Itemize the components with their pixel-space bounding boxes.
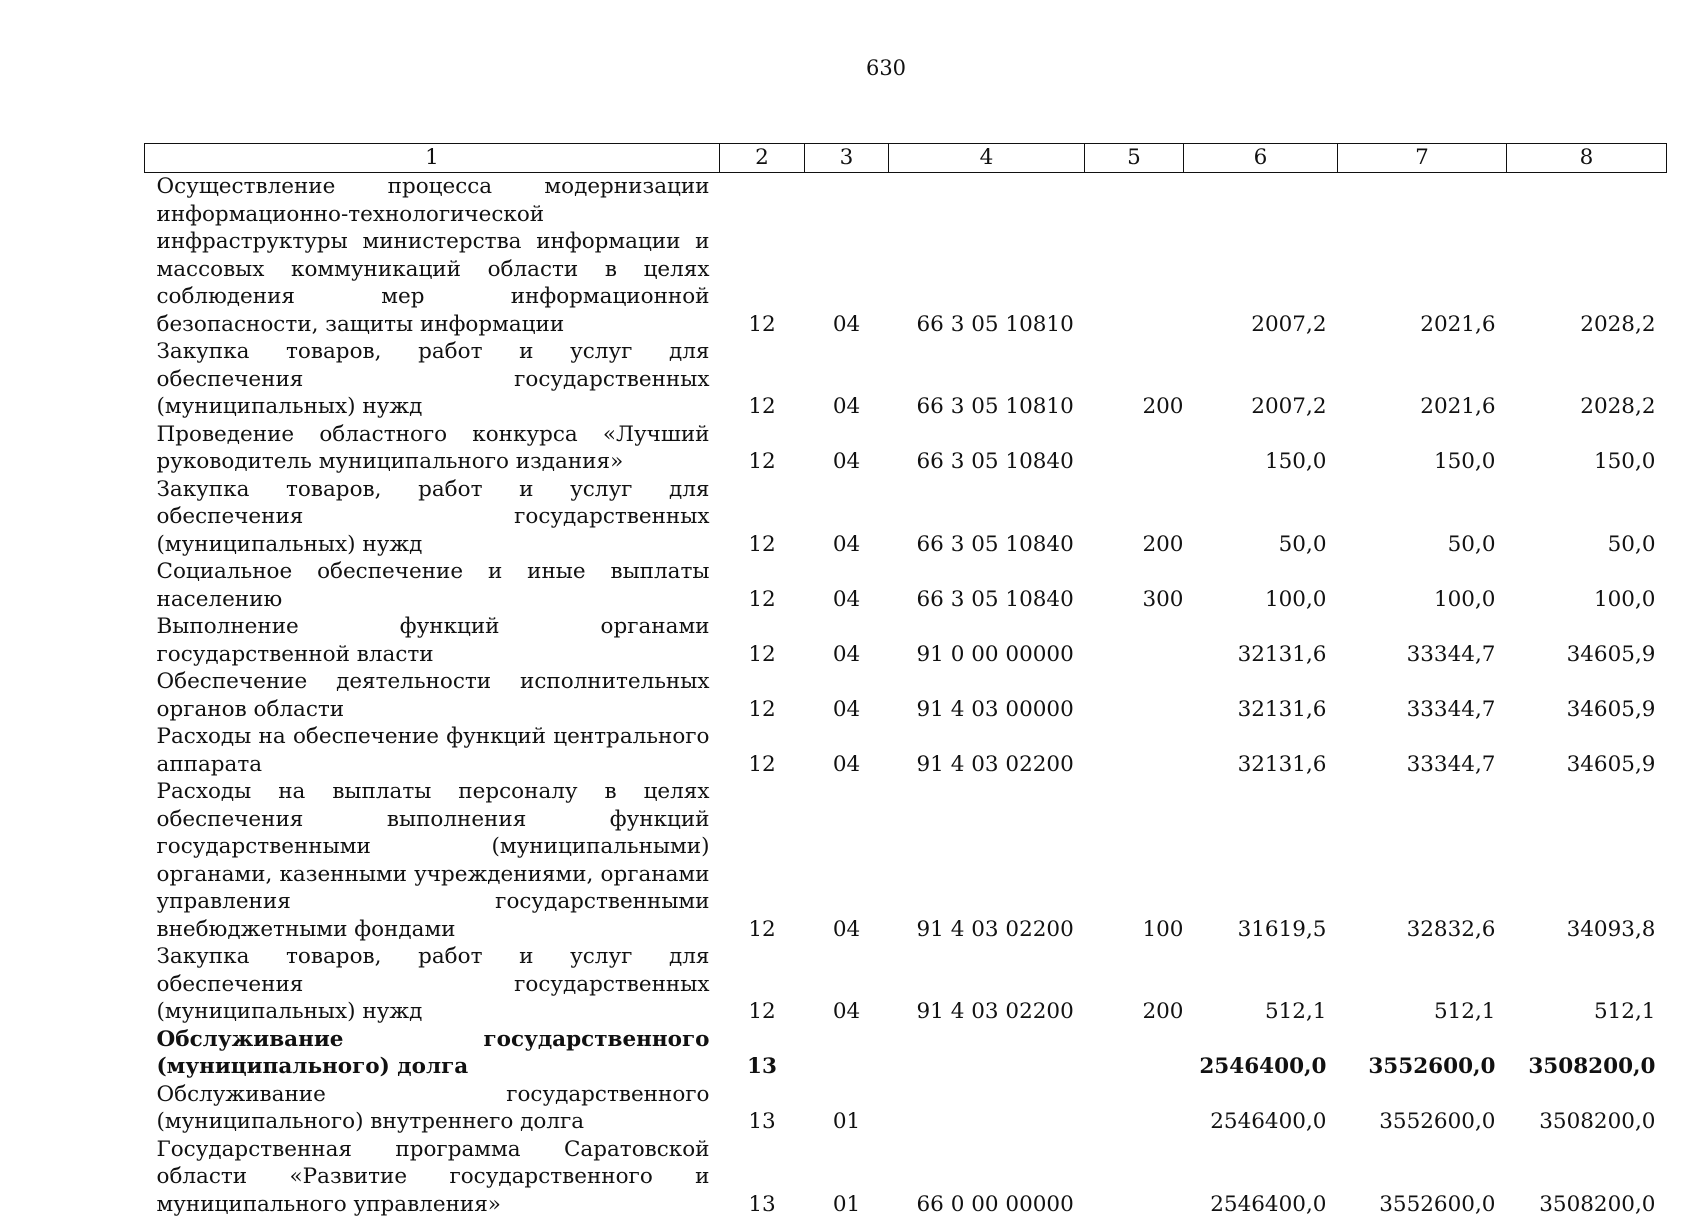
row-amount-col6: 2546400,0 (1184, 1081, 1338, 1136)
table-body (145, 173, 1667, 1218)
row-amount-col6: 32131,6 (1184, 668, 1338, 723)
row-target-code: 66 3 05 10810 (889, 173, 1085, 339)
row-target-code: 66 3 05 10810 (889, 338, 1085, 421)
row-amount-col7: 2021,6 (1338, 173, 1507, 339)
row-amount-col8: 3508200,0 (1507, 1026, 1667, 1081)
table-row (145, 1081, 1667, 1136)
row-amount-col7: 32832,6 (1338, 778, 1507, 943)
row-name: Выполнение функций органами государственной власти (145, 613, 720, 668)
row-section: 12 (720, 778, 805, 943)
row-subsection: 01 (805, 1081, 889, 1136)
row-amount-col6: 31619,5 (1184, 778, 1338, 943)
row-amount-col8: 150,0 (1507, 421, 1667, 476)
table-header-row (145, 144, 1667, 173)
row-expense-type: 200 (1085, 338, 1184, 421)
row-amount-col7: 3552600,0 (1338, 1081, 1507, 1136)
row-amount-col8: 34605,9 (1507, 613, 1667, 668)
table-row (145, 943, 1667, 1026)
row-section: 12 (720, 338, 805, 421)
row-expense-type (1085, 613, 1184, 668)
row-amount-col8: 34605,9 (1507, 668, 1667, 723)
row-subsection: 01 (805, 1136, 889, 1218)
row-amount-col7: 2021,6 (1338, 338, 1507, 421)
row-subsection (805, 1026, 889, 1081)
table-row (145, 668, 1667, 723)
budget-table (144, 143, 1667, 1218)
row-section: 12 (720, 613, 805, 668)
header-col-4: 4 (889, 144, 1085, 173)
row-amount-col6: 2546400,0 (1184, 1136, 1338, 1218)
row-section: 12 (720, 943, 805, 1026)
row-amount-col6: 150,0 (1184, 421, 1338, 476)
row-amount-col6: 100,0 (1184, 558, 1338, 613)
page-number: 630 (0, 56, 1697, 80)
row-amount-col7: 3552600,0 (1338, 1026, 1507, 1081)
header-col-8: 8 (1507, 144, 1667, 173)
row-expense-type (1085, 723, 1184, 778)
row-target-code: 66 3 05 10840 (889, 558, 1085, 613)
row-amount-col8: 3508200,0 (1507, 1136, 1667, 1218)
row-name: Обслуживание государственного (муниципального) внутреннего долга (145, 1081, 720, 1136)
row-amount-col6: 512,1 (1184, 943, 1338, 1026)
row-target-code: 66 3 05 10840 (889, 421, 1085, 476)
row-amount-col7: 3552600,0 (1338, 1136, 1507, 1218)
row-amount-col6: 2007,2 (1184, 338, 1338, 421)
row-amount-col8: 2028,2 (1507, 338, 1667, 421)
row-name: Проведение областного конкурса «Лучший руководитель муниципального издания» (145, 421, 720, 476)
row-amount-col6: 50,0 (1184, 476, 1338, 559)
row-section: 13 (720, 1026, 805, 1081)
header-col-7: 7 (1338, 144, 1507, 173)
table-row (145, 778, 1667, 943)
row-amount-col7: 100,0 (1338, 558, 1507, 613)
row-target-code: 91 4 03 00000 (889, 668, 1085, 723)
table-row (145, 421, 1667, 476)
table-row (145, 173, 1667, 339)
row-section: 13 (720, 1081, 805, 1136)
row-name: Закупка товаров, работ и услуг для обеспечения государственных (муниципальных) нужд (145, 338, 720, 421)
row-expense-type: 100 (1085, 778, 1184, 943)
row-name: Обслуживание государственного (муниципального) долга (145, 1026, 720, 1081)
row-section: 12 (720, 558, 805, 613)
row-subsection: 04 (805, 723, 889, 778)
row-expense-type (1085, 1026, 1184, 1081)
row-amount-col7: 33344,7 (1338, 613, 1507, 668)
row-name: Государственная программа Саратовской области «Развитие государственного и муниципального управления» (145, 1136, 720, 1218)
row-amount-col8: 50,0 (1507, 476, 1667, 559)
row-amount-col8: 34605,9 (1507, 723, 1667, 778)
row-amount-col7: 33344,7 (1338, 723, 1507, 778)
row-subsection: 04 (805, 668, 889, 723)
row-target-code: 66 0 00 00000 (889, 1136, 1085, 1218)
header-col-3: 3 (805, 144, 889, 173)
row-name: Обеспечение деятельности исполнительных органов области (145, 668, 720, 723)
row-expense-type (1085, 421, 1184, 476)
row-target-code: 91 0 00 00000 (889, 613, 1085, 668)
header-col-6: 6 (1184, 144, 1338, 173)
row-section: 12 (720, 421, 805, 476)
row-subsection: 04 (805, 421, 889, 476)
row-amount-col8: 2028,2 (1507, 173, 1667, 339)
row-expense-type (1085, 173, 1184, 339)
row-section: 13 (720, 1136, 805, 1218)
row-expense-type (1085, 1081, 1184, 1136)
row-amount-col7: 33344,7 (1338, 668, 1507, 723)
table-row (145, 613, 1667, 668)
header-col-1: 1 (145, 144, 720, 173)
row-name: Расходы на обеспечение функций центрального аппарата (145, 723, 720, 778)
row-subsection: 04 (805, 943, 889, 1026)
row-target-code: 91 4 03 02200 (889, 723, 1085, 778)
row-name: Расходы на выплаты персоналу в целях обеспечения выполнения функций государственными (муниципальными) органами, казенными учреждениями, органами управления государственными внебюджетными фондами (145, 778, 720, 943)
row-expense-type (1085, 1136, 1184, 1218)
row-amount-col7: 512,1 (1338, 943, 1507, 1026)
row-amount-col7: 50,0 (1338, 476, 1507, 559)
row-expense-type: 300 (1085, 558, 1184, 613)
row-amount-col8: 34093,8 (1507, 778, 1667, 943)
table-row (145, 558, 1667, 613)
row-name: Социальное обеспечение и иные выплаты населению (145, 558, 720, 613)
row-subsection: 04 (805, 778, 889, 943)
row-amount-col6: 32131,6 (1184, 723, 1338, 778)
row-subsection: 04 (805, 476, 889, 559)
row-amount-col6: 32131,6 (1184, 613, 1338, 668)
row-target-code (889, 1026, 1085, 1081)
row-amount-col8: 512,1 (1507, 943, 1667, 1026)
row-subsection: 04 (805, 613, 889, 668)
row-name: Осуществление процесса модернизации информационно-технологической инфраструктуры министерства информации и массовых коммуникаций области в целях соблюдения мер информационной безопасности, защиты информации (145, 173, 720, 339)
row-section: 12 (720, 668, 805, 723)
row-amount-col6: 2546400,0 (1184, 1026, 1338, 1081)
row-name: Закупка товаров, работ и услуг для обеспечения государственных (муниципальных) нужд (145, 476, 720, 559)
row-name: Закупка товаров, работ и услуг для обеспечения государственных (муниципальных) нужд (145, 943, 720, 1026)
row-amount-col8: 100,0 (1507, 558, 1667, 613)
row-target-code: 91 4 03 02200 (889, 778, 1085, 943)
row-amount-col6: 2007,2 (1184, 173, 1338, 339)
row-amount-col7: 150,0 (1338, 421, 1507, 476)
header-col-2: 2 (720, 144, 805, 173)
row-target-code: 91 4 03 02200 (889, 943, 1085, 1026)
row-target-code (889, 1081, 1085, 1136)
row-subsection: 04 (805, 338, 889, 421)
row-subsection: 04 (805, 558, 889, 613)
table-row (145, 338, 1667, 421)
row-section: 12 (720, 173, 805, 339)
row-amount-col8: 3508200,0 (1507, 1081, 1667, 1136)
table-row (145, 1136, 1667, 1218)
table-row (145, 723, 1667, 778)
row-section: 12 (720, 723, 805, 778)
row-expense-type (1085, 668, 1184, 723)
row-expense-type: 200 (1085, 476, 1184, 559)
row-section: 12 (720, 476, 805, 559)
row-subsection: 04 (805, 173, 889, 339)
row-target-code: 66 3 05 10840 (889, 476, 1085, 559)
header-col-5: 5 (1085, 144, 1184, 173)
table-row (145, 476, 1667, 559)
table-row (145, 1026, 1667, 1081)
row-expense-type: 200 (1085, 943, 1184, 1026)
